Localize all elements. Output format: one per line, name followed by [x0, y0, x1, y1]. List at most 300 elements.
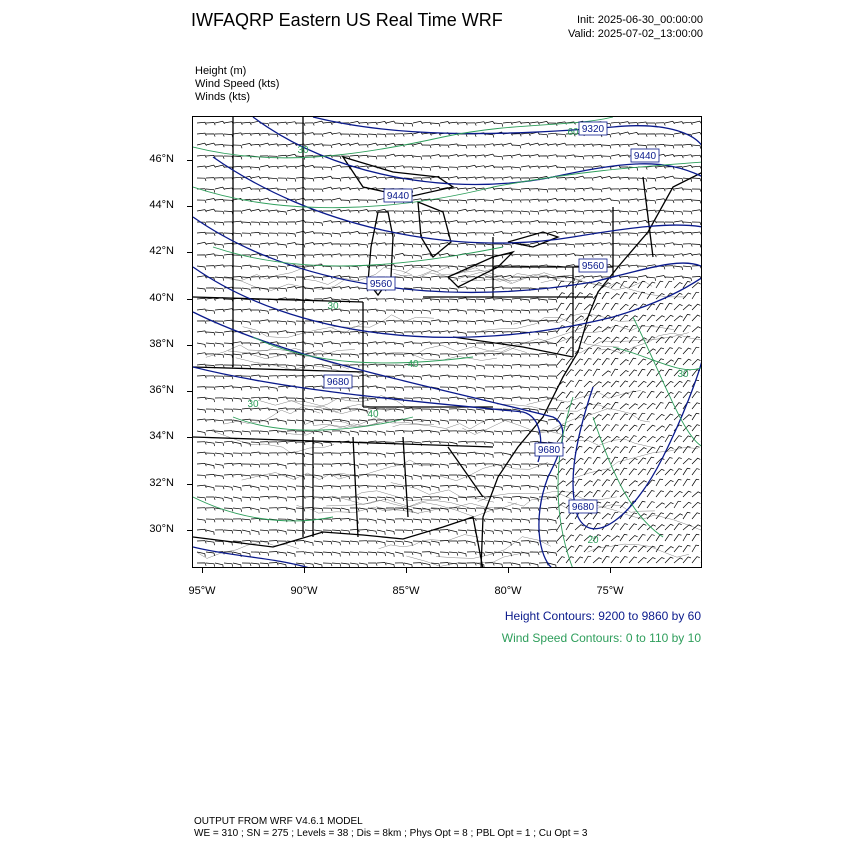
wind-barb [629, 557, 637, 563]
wind-barb [638, 381, 646, 387]
wind-barb [476, 430, 485, 433]
wind-barb [530, 143, 540, 146]
wind-barb [251, 189, 260, 192]
wind-barb [449, 233, 458, 236]
wind-barb [575, 167, 584, 170]
wind-barb [683, 415, 692, 420]
wind-barb [611, 349, 620, 354]
wind-barb [233, 530, 242, 534]
wind-barb [701, 327, 702, 332]
wind-barb [314, 563, 322, 568]
wind-barb [305, 343, 314, 347]
wind-barb [503, 156, 512, 159]
wind-barb [386, 431, 395, 435]
wind-barb [665, 243, 674, 246]
wind-barb [566, 436, 574, 442]
wind-barb [629, 254, 638, 257]
wind-barb [431, 475, 440, 479]
wind-barb [476, 310, 485, 314]
wind-barb [251, 310, 260, 313]
variable-winds: Winds (kts) [195, 91, 250, 103]
wind-barb [269, 166, 278, 169]
wind-barb [206, 519, 215, 522]
wind-barb [278, 563, 286, 568]
wind-barb [413, 277, 422, 281]
wind-barb [647, 558, 656, 564]
wind-barb [656, 491, 664, 497]
wind-barb [422, 331, 431, 334]
wind-barb [593, 403, 601, 409]
wind-barb [584, 447, 592, 453]
wind-barb [548, 210, 557, 213]
wind-barb [566, 513, 574, 519]
wind-barb [458, 486, 467, 490]
wind-barb [305, 255, 314, 258]
wind-barb [413, 563, 422, 566]
wind-barb [368, 563, 377, 566]
wind-barb [233, 354, 242, 358]
wind-barb [368, 255, 377, 259]
wind-barb [278, 420, 286, 424]
wind-barb [350, 155, 359, 158]
wind-barb [305, 178, 314, 181]
wind-barb [287, 530, 296, 533]
wind-barb [377, 453, 385, 458]
wind-barb [233, 486, 241, 491]
wind-barb [359, 485, 368, 488]
wind-barb [665, 145, 674, 148]
wind-barb [395, 155, 404, 158]
wind-barb [359, 552, 368, 555]
wind-barb [215, 398, 224, 401]
wind-barb [395, 221, 404, 224]
wind-barb [449, 420, 458, 423]
wind-barb [332, 343, 341, 347]
wind-barb [206, 420, 215, 423]
wind-barb [539, 299, 548, 303]
wind-barb [602, 255, 611, 258]
wind-barb [368, 497, 377, 501]
wind-barb [233, 453, 242, 456]
wind-barb [233, 156, 242, 159]
wind-barb [458, 453, 467, 457]
wind-barb [287, 178, 296, 182]
wind-barb [359, 244, 368, 248]
wind-barb [458, 508, 467, 512]
wind-barb [701, 121, 702, 123]
wind-barb [512, 496, 521, 499]
wind-barb [197, 200, 206, 203]
wind-barb [269, 123, 278, 126]
wind-barb [557, 459, 566, 464]
wind-barb [332, 233, 341, 237]
wind-barb [584, 294, 593, 300]
wind-barb [476, 266, 485, 269]
wind-barb [440, 167, 449, 171]
wind-barb [584, 437, 593, 443]
wind-barb [503, 563, 512, 566]
wind-barb [638, 145, 647, 148]
wind-barb [368, 353, 377, 356]
wind-barb [350, 508, 359, 511]
wind-barb [467, 409, 476, 413]
wind-barb [431, 541, 439, 545]
wind-barb [206, 376, 215, 379]
wind-barb [593, 480, 601, 486]
wind-barb [521, 123, 530, 126]
wind-barb [593, 254, 602, 257]
wind-barb [476, 475, 485, 478]
wind-barb [494, 178, 503, 181]
wind-barb [584, 348, 592, 354]
wind-barb [431, 265, 440, 268]
wind-barb [701, 210, 702, 213]
wind-barb [413, 211, 422, 215]
wind-barb [404, 563, 412, 568]
wind-barb [692, 347, 699, 354]
wind-barb [458, 134, 467, 137]
wind-barb [206, 343, 215, 347]
wind-barb [413, 452, 422, 455]
wind-barb [566, 199, 575, 202]
wind-barb [215, 178, 224, 181]
wind-barb [692, 121, 702, 124]
wind-barb [512, 475, 521, 478]
wind-barb [647, 277, 656, 281]
wind-barb [395, 375, 404, 378]
wind-barb [557, 178, 566, 181]
wind-barb [665, 211, 674, 214]
wind-barb [431, 354, 440, 358]
wind-barb [557, 557, 565, 563]
wind-barb [692, 458, 700, 464]
wind-barb [251, 563, 260, 567]
wind-barb [422, 265, 431, 268]
wind-barb [602, 545, 609, 552]
wind-barb [665, 188, 674, 191]
wind-barb [341, 463, 350, 466]
wind-barb [476, 463, 485, 466]
wind-barb [665, 557, 673, 563]
wind-barb [350, 332, 359, 335]
wind-barb [206, 123, 215, 126]
wind-barb [476, 420, 485, 424]
wind-barb [458, 398, 467, 402]
wind-barb [575, 303, 582, 310]
wind-barb [620, 315, 628, 321]
wind-barb [341, 452, 350, 455]
wind-barb [251, 530, 259, 535]
wind-barb [224, 563, 233, 567]
wind-barb [638, 424, 645, 431]
wind-barb [449, 144, 458, 147]
wind-barb [476, 519, 485, 522]
wind-barb [602, 359, 610, 366]
wind-barb [692, 525, 701, 530]
wind-barb [458, 155, 467, 158]
wind-barb [242, 265, 251, 268]
wind-barb [332, 287, 341, 290]
wind-barb [278, 178, 287, 181]
wind-barb [359, 563, 368, 567]
wind-barb [638, 359, 646, 365]
wind-barb [494, 519, 503, 522]
wind-barb [629, 358, 636, 365]
wind-barb [503, 485, 512, 488]
wind-barb [701, 458, 702, 464]
wind-barb [674, 232, 683, 235]
wind-barb [620, 122, 629, 125]
wind-barb [269, 222, 278, 225]
wind-barb [395, 430, 404, 433]
wind-barb [197, 178, 206, 181]
wind-barb [584, 359, 592, 366]
wind-barb [341, 420, 350, 424]
wind-barb [395, 552, 403, 557]
county-line [297, 505, 419, 514]
wind-barb [467, 165, 477, 168]
wind-barb [683, 305, 692, 310]
wind-barb [467, 134, 476, 137]
wind-barb [611, 189, 620, 192]
wind-barb [206, 409, 215, 412]
wind-barb [242, 288, 251, 292]
wind-barb [341, 431, 349, 436]
wind-barb [512, 134, 521, 137]
wind-barb [251, 552, 260, 555]
county-line [508, 494, 617, 506]
wind-barb [206, 552, 215, 556]
wind-barb [683, 211, 692, 214]
wind-barb [539, 364, 548, 367]
wind-barb [647, 187, 657, 190]
wind-barb [620, 404, 629, 409]
wind-barb [521, 166, 530, 169]
wind-barb [683, 326, 691, 333]
wind-barb [611, 425, 619, 431]
wind-barb [206, 474, 215, 477]
wind-barb [692, 513, 700, 519]
wind-barb [548, 507, 557, 510]
wind-barb [449, 541, 458, 544]
wind-barb [215, 386, 224, 389]
wind-barb [503, 365, 512, 369]
wind-barb [368, 122, 377, 125]
wind-barb [305, 165, 315, 168]
wind-barb [521, 387, 530, 391]
wind-barb [476, 508, 485, 511]
wind-barb [485, 134, 494, 138]
wind-barb [377, 134, 386, 137]
wind-barb [422, 353, 431, 356]
wind-barb [503, 354, 512, 357]
wind-barb [278, 222, 287, 225]
wind-barb [260, 133, 269, 136]
wind-barb [197, 397, 206, 400]
wind-barb [647, 282, 655, 288]
wind-barb [503, 177, 512, 180]
wind-barb [287, 321, 296, 325]
wind-barb [701, 523, 702, 530]
wind-barb [548, 198, 558, 201]
lat-label: 42°N [149, 245, 174, 257]
wind-barb [386, 331, 395, 334]
wind-barb [701, 513, 702, 519]
wind-barb [395, 475, 404, 479]
wind-barb [287, 332, 296, 336]
wind-barb [458, 123, 467, 126]
wind-barb [467, 387, 476, 391]
wind-barb [521, 155, 530, 158]
wind-barb [611, 557, 619, 563]
wind-barb [557, 436, 565, 442]
wind-barb [269, 475, 278, 478]
wind-barb [395, 497, 404, 501]
wind-barb [665, 303, 672, 310]
wind-barb [593, 446, 600, 453]
wind-barb [485, 298, 494, 301]
wind-barb [305, 189, 314, 192]
gulf-coast [193, 517, 483, 568]
wind-barb [224, 200, 233, 203]
wind-barb [350, 143, 360, 146]
wind-barb [467, 199, 476, 202]
wind-barb [377, 519, 385, 524]
wind-barb [458, 441, 467, 444]
wind-barb [683, 436, 691, 442]
wind-barb [242, 464, 251, 467]
wind-barb [584, 156, 593, 159]
wind-barb [287, 122, 296, 125]
wind-barb [386, 154, 396, 157]
height-contour-label: 9440 [633, 151, 657, 162]
wind-barb [485, 442, 494, 446]
wind-barb [485, 343, 494, 347]
wind-barb [467, 210, 476, 213]
wind-barb [701, 336, 702, 343]
wind-barb [251, 431, 260, 434]
wind-barb [224, 254, 233, 257]
wind-barb [557, 359, 565, 365]
wind-barb [656, 123, 665, 126]
wind-barb [197, 485, 206, 488]
wind-barb [386, 552, 394, 557]
wind-barb [575, 491, 583, 497]
wind-barb [503, 398, 512, 401]
wind-barb [197, 353, 206, 356]
wind-barb [224, 409, 233, 412]
wind-barb [422, 254, 431, 257]
wind-barb [692, 534, 699, 541]
wind-barb [476, 210, 485, 213]
wind-barb [242, 277, 251, 281]
wind-barb [593, 348, 601, 354]
wind-barb [332, 354, 341, 357]
height-contour-label: 9440 [386, 191, 410, 202]
wind-barb [377, 431, 385, 436]
wind-barb [386, 177, 395, 180]
wind-barb [638, 189, 647, 192]
wind-barb [467, 486, 475, 491]
wind-barb [278, 266, 287, 270]
wind-barb [296, 209, 306, 212]
wind-barb [539, 320, 548, 323]
wind-barb [242, 343, 251, 346]
wind-barb [422, 167, 431, 171]
wind-barb [377, 243, 386, 246]
wind-barb [449, 288, 458, 292]
wind-barb [692, 244, 701, 247]
wind-barb [656, 276, 665, 279]
wind-barb [503, 299, 512, 303]
wind-barb [548, 354, 557, 358]
wind-barb [341, 134, 350, 137]
wind-barb [557, 254, 566, 257]
wind-barb [647, 403, 655, 409]
wind-barb [665, 134, 674, 137]
wind-barb [341, 519, 350, 522]
wind-barb [521, 277, 530, 280]
wind-barb [287, 243, 296, 246]
wind-barb [377, 387, 386, 391]
wind-barb [611, 512, 618, 519]
wind-barb [287, 166, 296, 169]
wind-barb [287, 189, 296, 192]
wind-barb [341, 342, 350, 345]
wind-barb [206, 541, 215, 545]
wind-barb [521, 365, 530, 368]
lat-tick [187, 252, 192, 253]
wind-barb [332, 419, 341, 422]
wind-barb [692, 304, 700, 310]
wind-barb [314, 375, 323, 378]
wind-barb [467, 452, 476, 455]
wind-barb [413, 221, 422, 224]
wind-barb [503, 188, 512, 191]
wind-barb [305, 552, 314, 556]
wind-barb [431, 155, 441, 158]
wind-barb [503, 275, 513, 278]
wind-barb [593, 391, 600, 398]
wind-barb [242, 453, 251, 456]
wind-barb [611, 337, 619, 343]
model-footer: OUTPUT FROM WRF V4.6.1 MODEL [194, 816, 363, 827]
wind-barb [323, 552, 332, 556]
chart-title: IWFAQRP Eastern US Real Time WRF [191, 10, 503, 30]
wind-barb [548, 166, 557, 169]
wind-barb [485, 519, 494, 522]
wind-barb [350, 354, 359, 358]
wind-barb [611, 436, 619, 442]
wind-barb [260, 266, 269, 269]
wind-barb [215, 376, 224, 379]
wind-barb [701, 502, 702, 509]
wind-barb [278, 189, 287, 193]
wind-barb [314, 121, 324, 123]
wind-barb [674, 293, 682, 299]
wind-barb [314, 508, 323, 511]
wind-barb [422, 310, 431, 314]
wind-barb [368, 200, 377, 203]
wind-barb [512, 508, 521, 512]
wind-barb [638, 558, 647, 564]
wind-barb [503, 541, 511, 546]
wind-barb [269, 463, 278, 466]
wind-barb [629, 277, 638, 280]
wind-barb [404, 155, 413, 158]
wind-barb [620, 502, 628, 508]
wind-barb [512, 431, 521, 434]
